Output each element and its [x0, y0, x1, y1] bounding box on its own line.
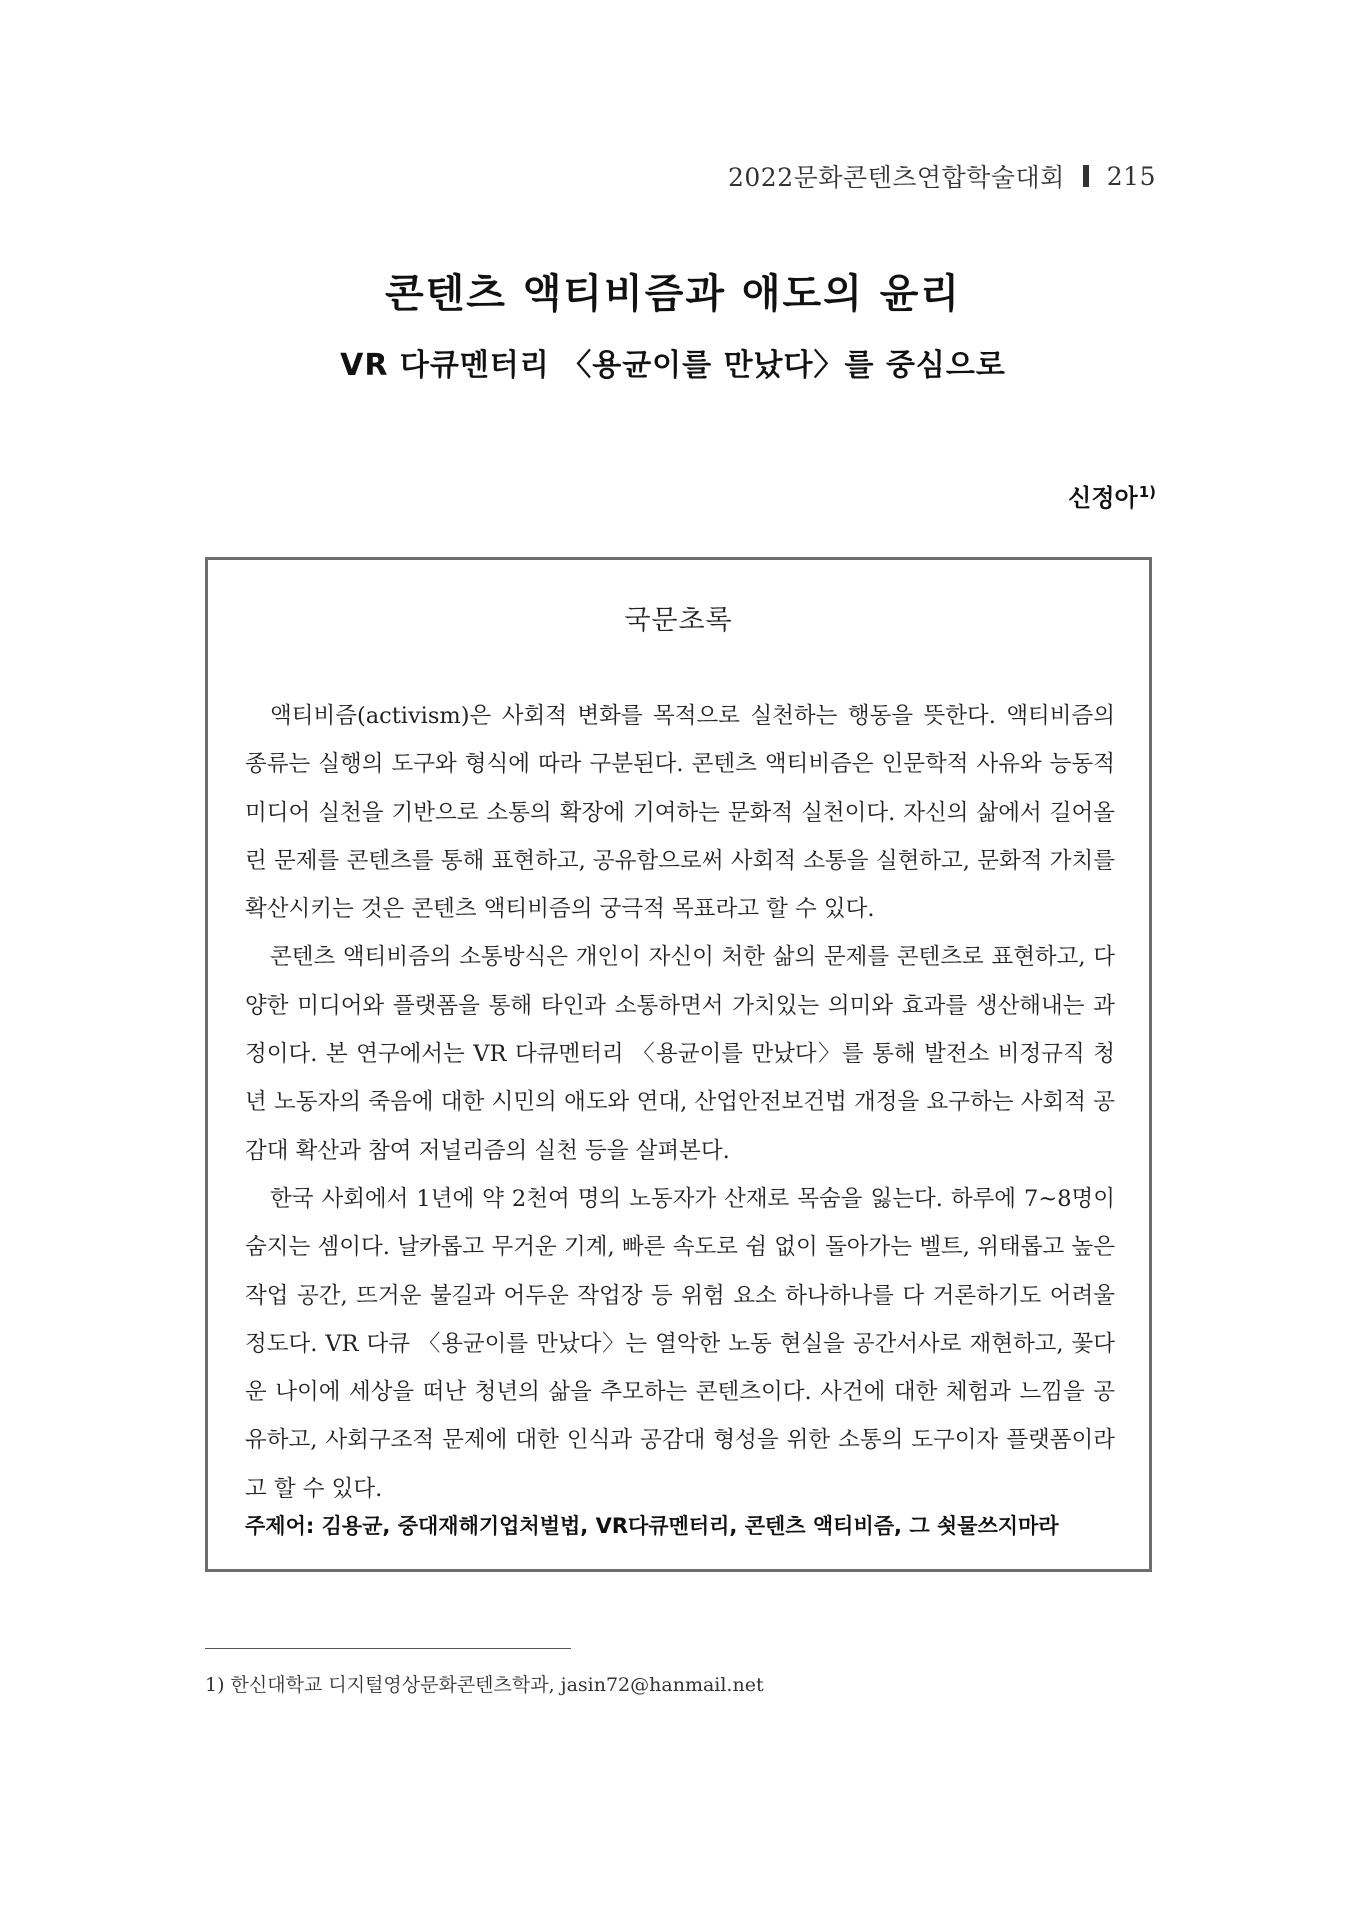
author-footnote-mark: 1) — [1138, 483, 1156, 501]
abstract-box — [205, 557, 1152, 1572]
running-header — [728, 158, 1156, 194]
author-line — [1068, 478, 1156, 513]
page-number: 215 — [1106, 161, 1156, 191]
abstract-heading: 국문초록 — [624, 605, 733, 636]
abstract-paragraph: 액티비즘(activism)은 사회적 변화를 목적으로 실천하는 행동을 뜻한다. 액티비즘의 종류는 실행의 도구와 형식에 따라 구분된다. 콘텐츠 액티비즘은 인문학적 사유와 능동적 미디어 실천을 기반으로 소통의 확장에 기여하는 문화적 실천이다. 자신의 삶에서 길어올린 문제를 콘텐츠를 통해 표현하고, 공유함으로써 사회적 소통을 실현하고, 문화적 가치를 확산시키는 것은 콘텐츠 액티비즘의 궁극적 목표라고 할 수 있다. — [245, 703, 1115, 923]
header-separator-bar — [1083, 165, 1089, 187]
abstract-paragraph: 콘텐츠 액티비즘의 소통방식은 개인이 자신이 처한 삶의 문제를 콘텐츠로 표현하고, 다양한 미디어와 플랫폼을 통해 타인과 소통하면서 가치있는 의미와 효과를 생산해내는 과정이다. 본 연구에서는 VR 다큐멘터리 〈용균이를 만났다〉를 통해 발전소 비정규직 청년 노동자의 죽음에 대한 시민의 애도와 연대, 산업안전보건법 개정을 요구하는 사회적 공감대 확산과 참여 저널리즘의 실천 등을 살펴본다. — [245, 944, 1115, 1164]
paper-title: 콘텐츠 액티비즘과 애도의 윤리 — [384, 271, 962, 317]
conference-name: 2022문화콘텐츠연합학술대회 — [728, 163, 1065, 192]
keywords: 주제어: 김용균, 중대재해기업처벌법, VR다큐멘터리, 콘텐츠 액티비즘, 그 쇳물쓰지마라 — [245, 1514, 1059, 1538]
abstract-paragraph: 한국 사회에서 1년에 약 2천여 명의 노동자가 산재로 목숨을 잃는다. 하루에 7~8명이 숨지는 셈이다. 날카롭고 무거운 기계, 빠른 속도로 쉼 없이 돌아가는 벨트, 위태롭고 높은 작업 공간, 뜨거운 불길과 어두운 작업장 등 위험 요소 하나하나를 다 거론하기도 어려울 정도다. VR 다큐 〈용균이를 만났다〉는 열악한 노동 현실을 공간서사로 재현하고, 꽃다운 나이에 세상을 떠난 청년의 삶을 추모하는 콘텐츠이다. 사건에 대한 체험과 느낌을 공유하고, 사회구조적 문제에 대한 인식과 공감대 형성을 위한 소통의 도구이자 플랫폼이라고 할 수 있다. — [245, 1185, 1115, 1502]
abstract-body — [245, 692, 1115, 1513]
footnote-divider — [205, 1648, 571, 1649]
paper-subtitle: VR 다큐멘터리 〈용균이를 만났다〉를 중심으로 — [340, 348, 1006, 383]
footnote: 1) 한신대학교 디지털영상문화콘텐츠학과, jasin72@hanmail.net — [205, 1674, 764, 1696]
author-name: 신정아 — [1068, 484, 1138, 512]
